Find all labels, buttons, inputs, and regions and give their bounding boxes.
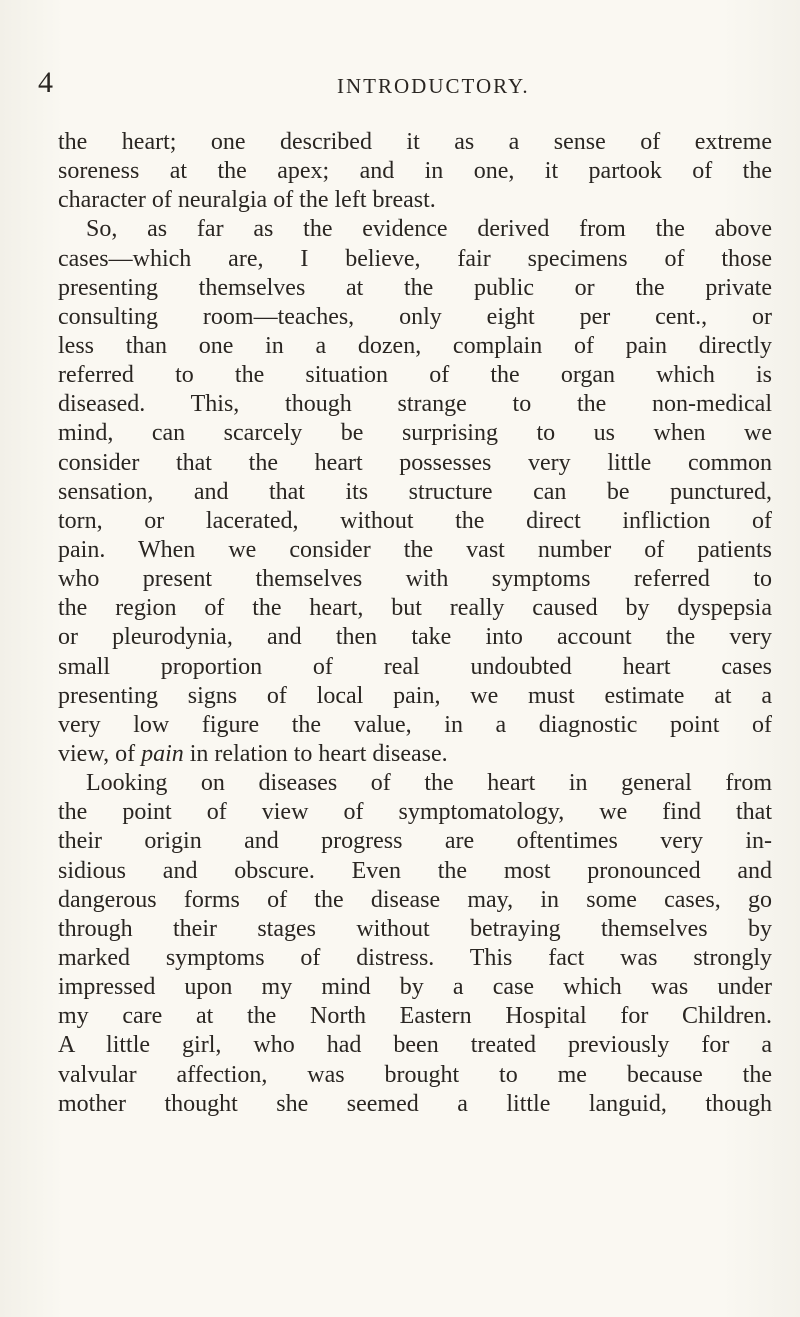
text-line: impressed upon my mind by a case which was under (58, 974, 772, 1001)
text-line: the point of view of symptomatology, we find that (58, 799, 772, 826)
text-line: small proportion of real undoubted heart cases (58, 653, 772, 680)
text-line: torn, or lacerated, without the direct infliction of (58, 507, 772, 534)
text-line: the heart; one described it as a sense of extreme (58, 129, 772, 155)
running-head: INTRODUCTORY. (337, 74, 530, 98)
text-line: or pleurodynia, and then take into account the very (58, 624, 772, 651)
text-line: diseased. This, though strange to the non-medical (58, 391, 772, 418)
text-line: through their stages without betraying themselves by (58, 915, 772, 942)
text-line: character of neuralgia of the left breast. (58, 187, 436, 214)
text-line: dangerous forms of the disease may, in some cases, go (58, 886, 772, 913)
text-line: my care at the North Eastern Hospital for Children. (58, 1003, 772, 1030)
text-line: valvular affection, was brought to me because the (58, 1061, 772, 1088)
text-line: cases—which are, I believe, fair specimens of those (58, 245, 772, 272)
text-line: very low figure the value, in a diagnostic point of (58, 711, 772, 738)
text-line: their origin and progress are oftentimes very in- (58, 828, 772, 855)
text-line: So, as far as the evidence derived from the above (86, 216, 772, 243)
text-line: soreness at the apex; and in one, it partook of the (58, 158, 772, 185)
text-line: less than one in a dozen, complain of pain directly (58, 332, 772, 359)
text-line: consider that the heart possesses very little common (58, 449, 772, 476)
text-line: who present themselves with symptoms referred to (58, 566, 772, 593)
text-line: presenting signs of local pain, we must estimate at a (58, 682, 772, 709)
text-line: mother thought she seemed a little languid, though (58, 1090, 772, 1117)
text-line (58, 740, 772, 769)
text-line: Looking on diseases of the heart in general from (86, 770, 772, 797)
page-header (0, 68, 800, 108)
text-line: sidious and obscure. Even the most pronounced and (58, 857, 772, 884)
text-line: marked symptoms of distress. This fact was strongly (58, 944, 772, 971)
text-line: sensation, and that its structure can be punctured, (58, 478, 772, 505)
text-fragment: view, of (58, 740, 142, 767)
text-line: mind, can scarcely be surprising to us when we (58, 420, 772, 447)
text-line: the region of the heart, but really caused by dyspepsia (58, 595, 772, 622)
text-line: pain. When we consider the vast number of patients (58, 536, 772, 563)
text-fragment: in relation to heart disease. (183, 740, 448, 767)
body-text (58, 128, 772, 1119)
page-number: 4 (38, 66, 53, 99)
text-line: presenting themselves at the public or the private (58, 274, 772, 301)
text-line: A little girl, who had been treated previously for a (58, 1032, 772, 1059)
text-line: consulting room—teaches, only eight per cent., or (58, 303, 772, 330)
text-line: referred to the situation of the organ which is (58, 362, 772, 389)
italic-word: pain (141, 740, 184, 767)
